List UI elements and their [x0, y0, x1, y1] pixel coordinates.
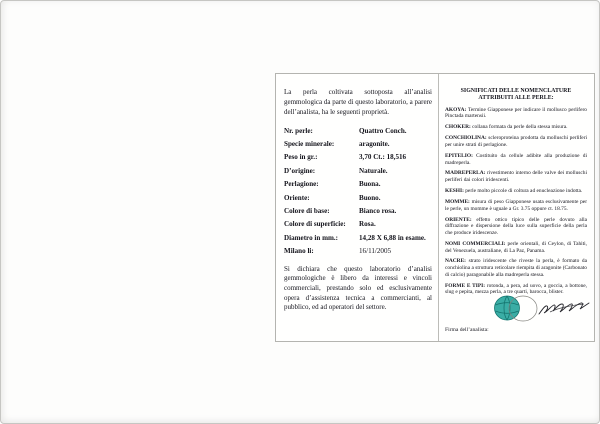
analyst-signature [538, 300, 590, 323]
definition-term: ORIENTE: [445, 216, 472, 223]
definition-text: Termine Giapponese per indicare il mollusco perlifero Pinctada martensii. [445, 106, 587, 120]
property-label: Oriente: [284, 193, 310, 202]
definition-text: rivestimento interno delle valve dei molluschi perliferi dai colori iridescenti. [445, 170, 587, 184]
property-label: Milano li: [284, 247, 314, 256]
definition-text: Costituito da cellule adibite alla produzione di madreperla. [445, 152, 587, 166]
property-row-specie-minerale [284, 140, 432, 153]
definition-term: EPITELIO: [445, 152, 473, 159]
property-row-origine [284, 167, 432, 180]
property-row-diametro [284, 234, 432, 247]
definition-term: KESHI: [445, 188, 464, 195]
definition-term: NACRE: [445, 258, 466, 265]
property-label: Peso in gr.: [284, 153, 318, 162]
properties-table [284, 127, 432, 261]
disclaimer-paragraph: Si dichiara che questo laboratorio d’analisi gemmologiche è libero da interessi e vincoli commerciali, prestando solo ed esclusivamente opera d’assistenza tecnica a commercianti, al pubblico, ed ad operatori del settore. [284, 264, 432, 312]
definition-epitelio [445, 153, 587, 166]
definition-akoya [445, 107, 587, 120]
definition-text: effetto ottico tipico delle perle dovuto alla diffrazione e dispersione della luce sulla superficie della perla che produce iridescenze. [445, 216, 587, 236]
property-value: 16/11/2005 [359, 247, 392, 256]
definition-term: FORME E TIPI: [445, 282, 486, 289]
property-label: Diametro in mm.: [284, 233, 339, 242]
definition-text: collana formata da perle della stessa misura. [472, 124, 568, 131]
definition-text: strato iridescente che riveste la perla, è formato da conchiolina a struttura reticolare riempita di aragonite (Carbonato di calcio) paragonabile alla madreperla stessa. [445, 258, 587, 278]
definition-nacre [445, 258, 587, 278]
property-row-peso [284, 153, 432, 166]
property-label: Nr. perle: [284, 126, 313, 135]
property-row-perlagione [284, 180, 432, 193]
property-value: 14,28 X 6,88 in esame. [359, 233, 426, 242]
definition-text: perle orientali, di Ceylon, di Tahiti, del Venezuela, australiane, di La Paz, Panama. [445, 240, 588, 254]
property-value: Buono. [359, 193, 381, 202]
definition-momme [445, 199, 587, 212]
definition-madreperla [445, 170, 587, 183]
property-value: aragonite. [359, 140, 390, 148]
property-row-oriente [284, 194, 432, 207]
property-label: Perlagione: [284, 180, 319, 189]
definition-term: CONCHIOLINA: [445, 135, 487, 142]
definition-term: CHOKER: [445, 124, 471, 131]
analysis-column [284, 87, 432, 313]
property-value: Rosa. [359, 220, 376, 229]
property-label: Colore di superficie: [284, 220, 346, 229]
definition-term: AKOYA: [445, 106, 467, 113]
definition-oriente [445, 217, 587, 237]
property-row-nr-perle [284, 127, 432, 140]
property-row-data [284, 247, 432, 260]
definition-keshi [445, 188, 587, 195]
definition-choker [445, 124, 587, 131]
laboratory-stamp-icon [493, 294, 541, 329]
definition-term: MOMME: [445, 198, 470, 205]
definition-text: misura di peso Giapponese usata esclusivamente per le perle, un momme è uguale a Gr. 3.75 oppure ct. 18.75. [445, 198, 587, 212]
property-value: Bianco rosa. [359, 206, 397, 215]
nomenclature-column [445, 88, 587, 335]
definition-text: rotonda, a pera, ad uovo, a goccia, a bottone, slug e pepita, mezza perla, a tre quarti, barocca, blister. [445, 282, 588, 296]
definition-term: NOMI COMMERCIALI: [445, 240, 506, 247]
definition-text: scleroproteina prodotta da molluschi perliferi per unire strati di perlagione. [445, 135, 587, 148]
definition-nomi-commerciali [445, 241, 587, 254]
property-label: Colore di base: [284, 206, 330, 215]
signature-label: Firma dell’analista: [445, 327, 489, 334]
intro-paragraph: La perla coltivata sottoposta all’analisi gemmologica da parte di questo laboratorio, a parere dell’analista, ha le seguenti proprietà. [284, 88, 432, 117]
property-label: D’origine: [284, 166, 316, 175]
property-row-colore-base [284, 207, 432, 220]
property-value: Naturale. [359, 166, 388, 175]
definitions-heading: SIGNIFICATI DELLE NOMENCLATURE ATTRIBUITI ALLE PERLE: [460, 88, 572, 102]
definition-text: perle molto piccole di coltura ad enucleazione indotta. [465, 188, 583, 195]
signature-area [445, 299, 587, 335]
column-divider [438, 74, 439, 341]
property-value: Buona. [359, 180, 381, 189]
certificate-body [275, 73, 595, 342]
property-label: Specie minerale: [284, 140, 335, 148]
definition-conchiolina [445, 135, 587, 148]
property-value: 3,70 Ct.: 18,516 [359, 153, 407, 162]
property-value: Quattro Conch. [359, 126, 407, 135]
property-row-colore-superficie [284, 220, 432, 233]
definition-term: MADREPERLA: [445, 170, 486, 177]
